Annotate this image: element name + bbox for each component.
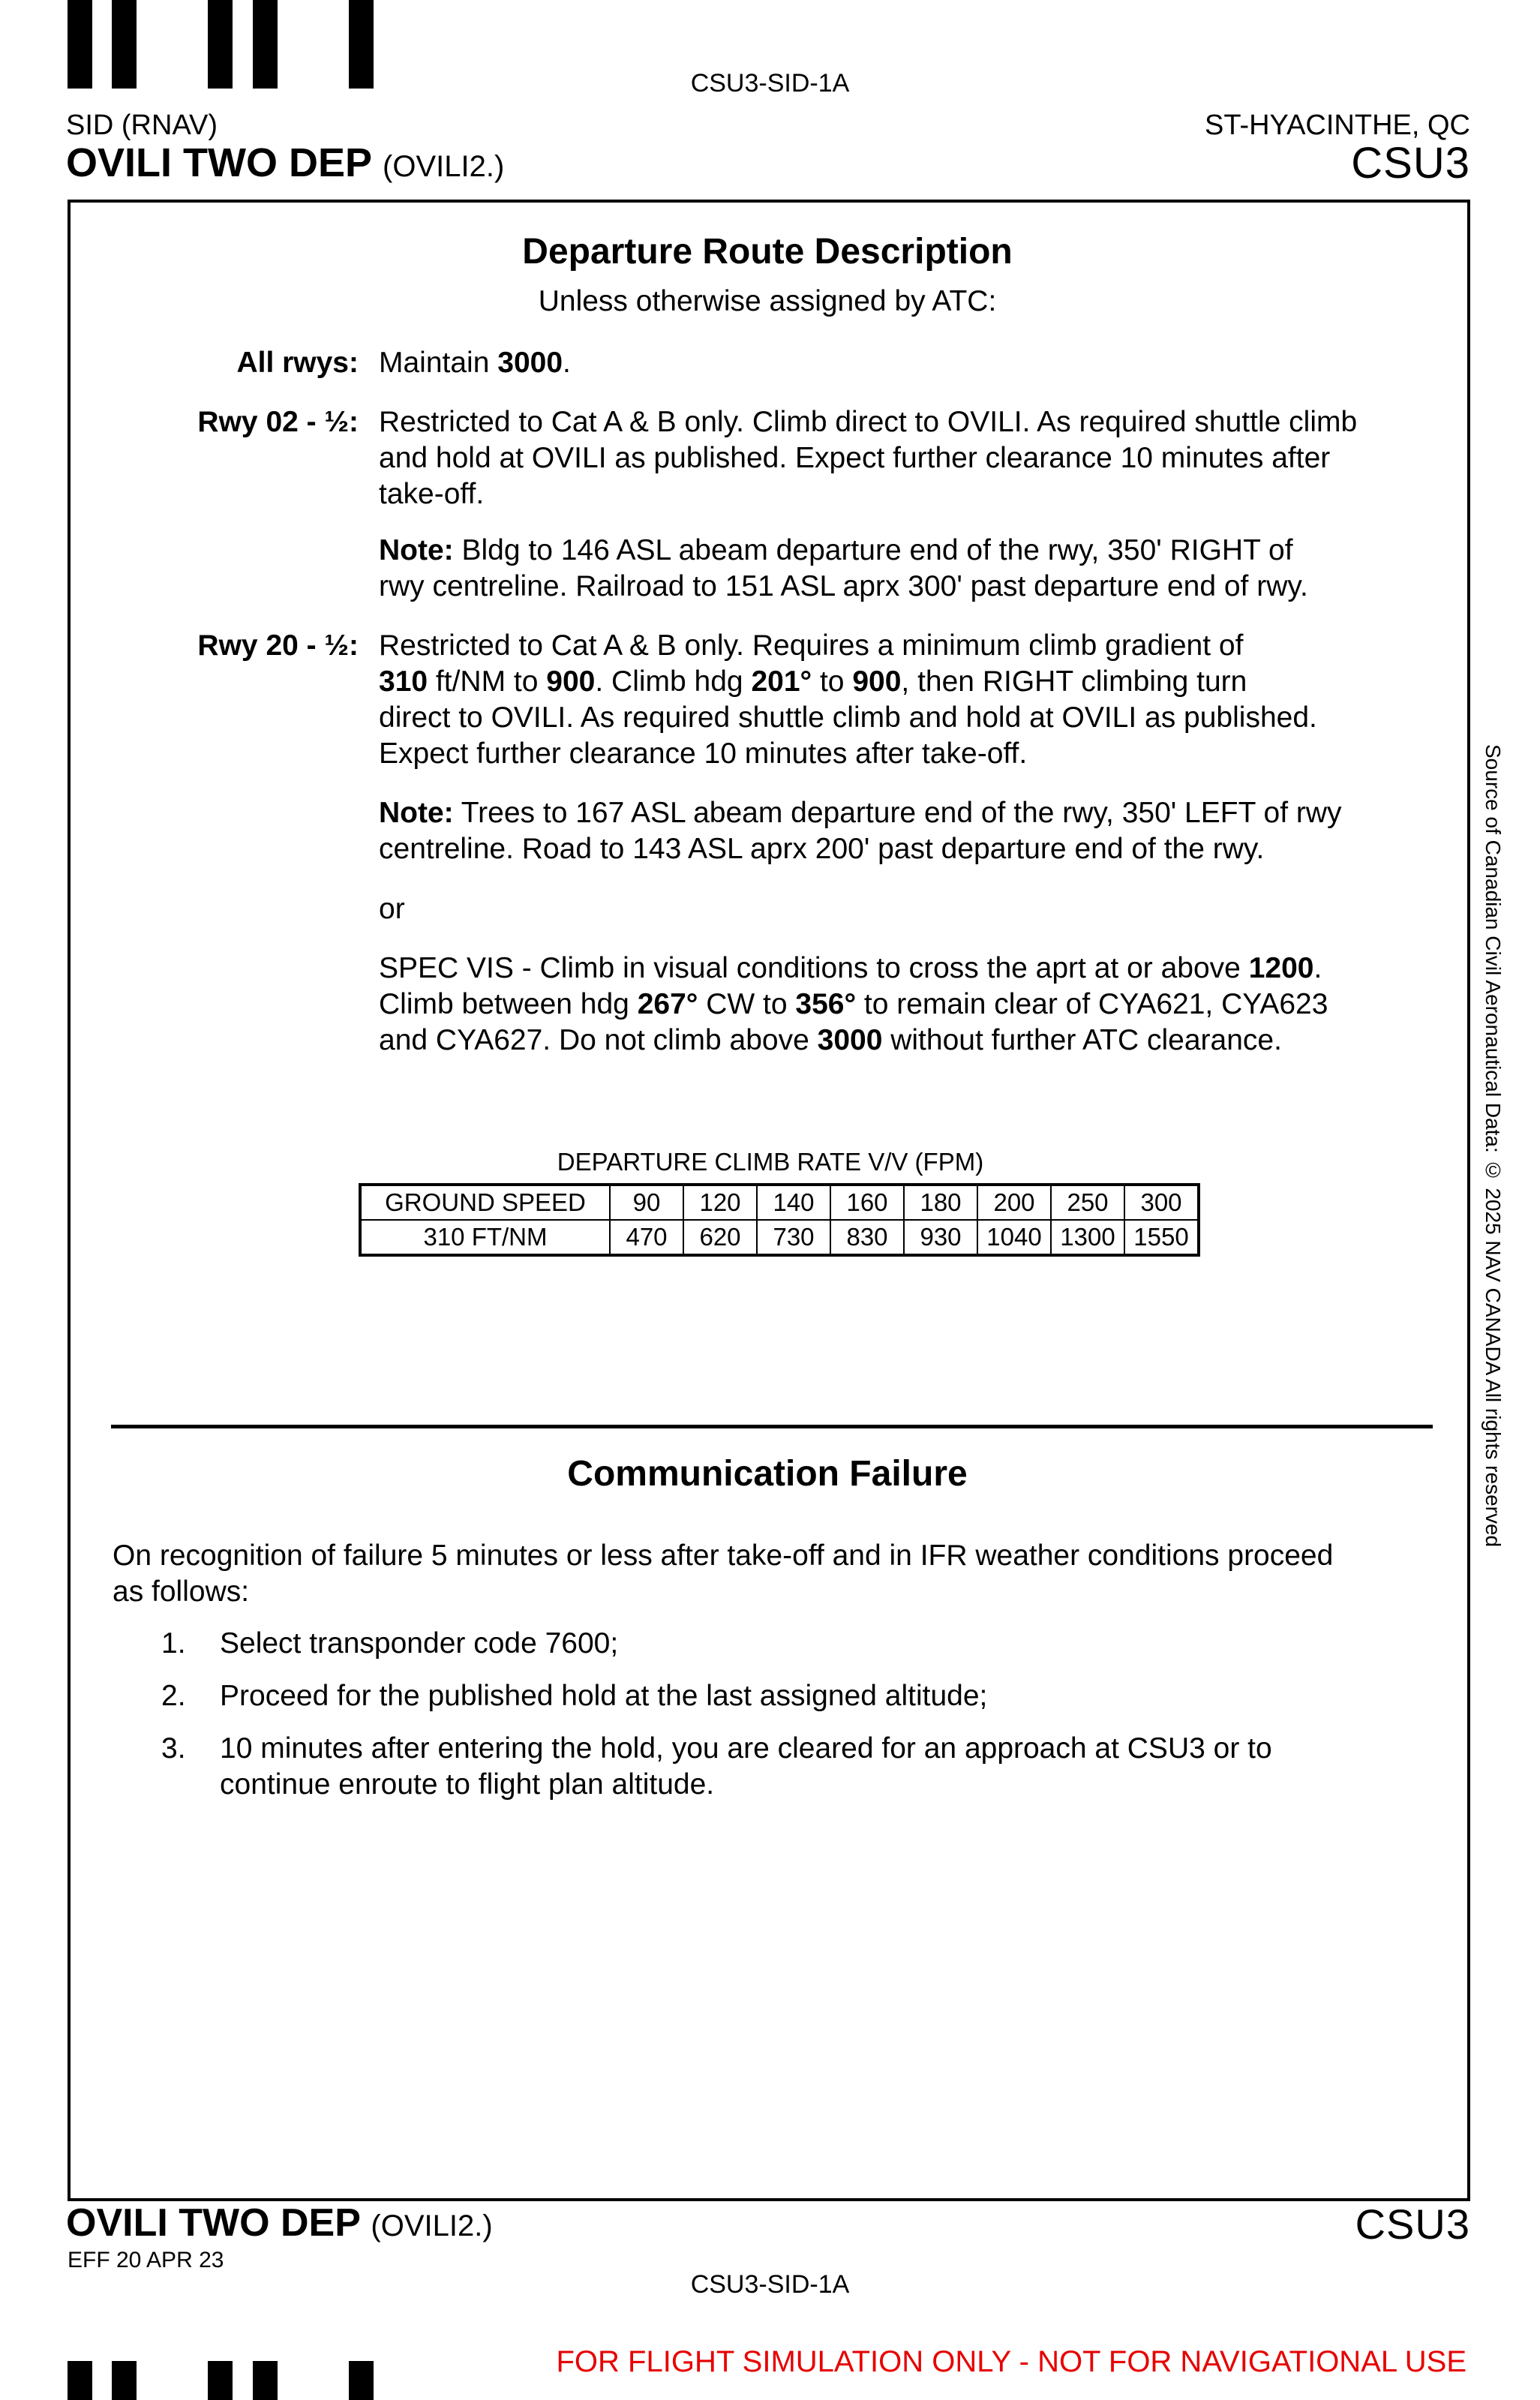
climb-rate-table-body: [360, 1185, 1199, 1255]
route-description-subtitle: Unless otherwise assigned by ATC:: [538, 285, 997, 317]
text-line: Restricted to Cat A & B only. Requires a minimum climb gradient of: [379, 629, 1244, 662]
table-cell: 830: [830, 1220, 904, 1255]
text-line: SPEC VIS - Climb in visual conditions to cross the aprt at or above 1200.: [379, 952, 1322, 984]
list-item: [220, 1731, 1272, 1803]
text-line: Expect further clearance 10 minutes after take-off.: [379, 737, 1028, 770]
procedure-title-text: OVILI TWO DEP: [66, 140, 372, 185]
rwy-20-text: [379, 628, 1317, 772]
or-separator: or: [379, 893, 405, 925]
text-line: Note: Bldg to 146 ASL abeam departure end of the rwy, 350' RIGHT of: [379, 534, 1293, 566]
comm-failure-title: Communication Failure: [567, 1454, 968, 1494]
text-line: continue enroute to flight plan altitude.: [220, 1768, 715, 1801]
text-line: 310 ft/NM to 900. Climb hdg 201° to 900, then RIGHT climbing turn: [379, 665, 1247, 698]
climb-table-title: DEPARTURE CLIMB RATE V/V (FPM): [557, 1148, 984, 1176]
table-row: [360, 1220, 1199, 1255]
procedure-title: [66, 140, 504, 186]
table-row: [360, 1185, 1199, 1220]
table-cell: 730: [757, 1220, 830, 1255]
section-divider: [111, 1425, 1433, 1428]
list-number: 1.: [161, 1627, 186, 1660]
text-line: rwy centreline. Railroad to 151 ASL aprx 300' past departure end of rwy.: [379, 570, 1308, 602]
table-cell: 470: [610, 1220, 683, 1255]
registration-bar: [68, 2361, 92, 2400]
table-cell: 1040: [977, 1220, 1051, 1255]
simulation-disclaimer: FOR FLIGHT SIMULATION ONLY - NOT FOR NAVIGATIONAL USE: [556, 2345, 1466, 2378]
chart-type-label: SID (RNAV): [66, 110, 218, 141]
footer-procedure-title-text: OVILI TWO DEP: [66, 2201, 360, 2245]
text-line: Climb between hdg 267° CW to 356° to remain clear of CYA621, CYA623: [379, 988, 1328, 1020]
all-rwys-text: [379, 345, 571, 381]
climb-rate-table: [359, 1183, 1200, 1257]
rwy-02-note: [379, 533, 1308, 605]
text-line: and hold at OVILI as published. Expect further clearance 10 minutes after: [379, 442, 1331, 474]
table-cell: 120: [683, 1185, 757, 1220]
registration-bar: [253, 2361, 278, 2400]
text-line: Select transponder code 7600;: [220, 1627, 619, 1660]
registration-bar: [112, 2361, 137, 2400]
footer-procedure-code: (OVILI2.): [371, 2209, 493, 2242]
comm-failure-intro: [113, 1538, 1333, 1610]
table-cell: 1300: [1051, 1220, 1124, 1255]
text-line: Note: Trees to 167 ASL abeam departure end of the rwy, 350' LEFT of rwy: [379, 797, 1342, 829]
rwy-02-label: Rwy 02 - ½:: [197, 406, 359, 438]
spec-vis-text: [379, 951, 1328, 1059]
table-cell: 930: [904, 1220, 977, 1255]
copyright-note: Source of Canadian Civil Aeronautical Data: © 2025 NAV CANADA All rights reserved: [1481, 744, 1505, 1548]
table-cell: 310 FT/NM: [360, 1220, 610, 1255]
table-cell: 620: [683, 1220, 757, 1255]
text-line: centreline. Road to 143 ASL aprx 200' past departure end of the rwy.: [379, 833, 1265, 865]
text-line: as follows:: [113, 1575, 250, 1608]
top-chart-code: CSU3-SID-1A: [690, 69, 850, 98]
registration-bar: [208, 2361, 233, 2400]
city-label: ST-HYACINTHE, QC: [1205, 110, 1470, 141]
table-cell: 90: [610, 1185, 683, 1220]
list-number: 3.: [161, 1732, 186, 1765]
table-cell: GROUND SPEED: [360, 1185, 610, 1220]
table-cell: 180: [904, 1185, 977, 1220]
procedure-code: (OVILI2.): [383, 150, 505, 183]
text-line: Restricted to Cat A & B only. Climb direct to OVILI. As required shuttle climb: [379, 406, 1358, 438]
airport-code: CSU3: [1351, 139, 1470, 188]
text-line: direct to OVILI. As required shuttle climb and hold at OVILI as published.: [379, 701, 1317, 734]
rwy-20-note: [379, 795, 1342, 867]
list-number: 2.: [161, 1680, 186, 1712]
text-line: Maintain 3000.: [379, 347, 571, 379]
all-rwys-label: All rwys:: [236, 347, 359, 379]
list-item: [220, 1678, 987, 1714]
rwy-02-text: [379, 404, 1357, 512]
table-cell: 250: [1051, 1185, 1124, 1220]
text-line: take-off.: [379, 478, 485, 510]
text-line: 10 minutes after entering the hold, you are cleared for an approach at CSU3 or to: [220, 1732, 1272, 1765]
table-cell: 200: [977, 1185, 1051, 1220]
list-item: [220, 1626, 618, 1662]
footer-procedure-title: [66, 2200, 493, 2245]
route-description-title: Departure Route Description: [522, 232, 1013, 272]
text-line: On recognition of failure 5 minutes or less after take-off and in IFR weather conditions proceed: [113, 1539, 1334, 1572]
text-line: and CYA627. Do not climb above 3000 without further ATC clearance.: [379, 1024, 1282, 1056]
table-cell: 160: [830, 1185, 904, 1220]
table-cell: 140: [757, 1185, 830, 1220]
text-line: Proceed for the published hold at the last assigned altitude;: [220, 1680, 988, 1712]
footer-chart-code: CSU3-SID-1A: [690, 2270, 850, 2299]
registration-bar: [349, 2361, 374, 2400]
rwy-20-label: Rwy 20 - ½:: [197, 629, 359, 662]
footer-airport-code: CSU3: [1355, 2200, 1470, 2248]
table-cell: 1550: [1124, 1220, 1199, 1255]
footer-effective-date: EFF 20 APR 23: [68, 2248, 224, 2272]
table-cell: 300: [1124, 1185, 1199, 1220]
